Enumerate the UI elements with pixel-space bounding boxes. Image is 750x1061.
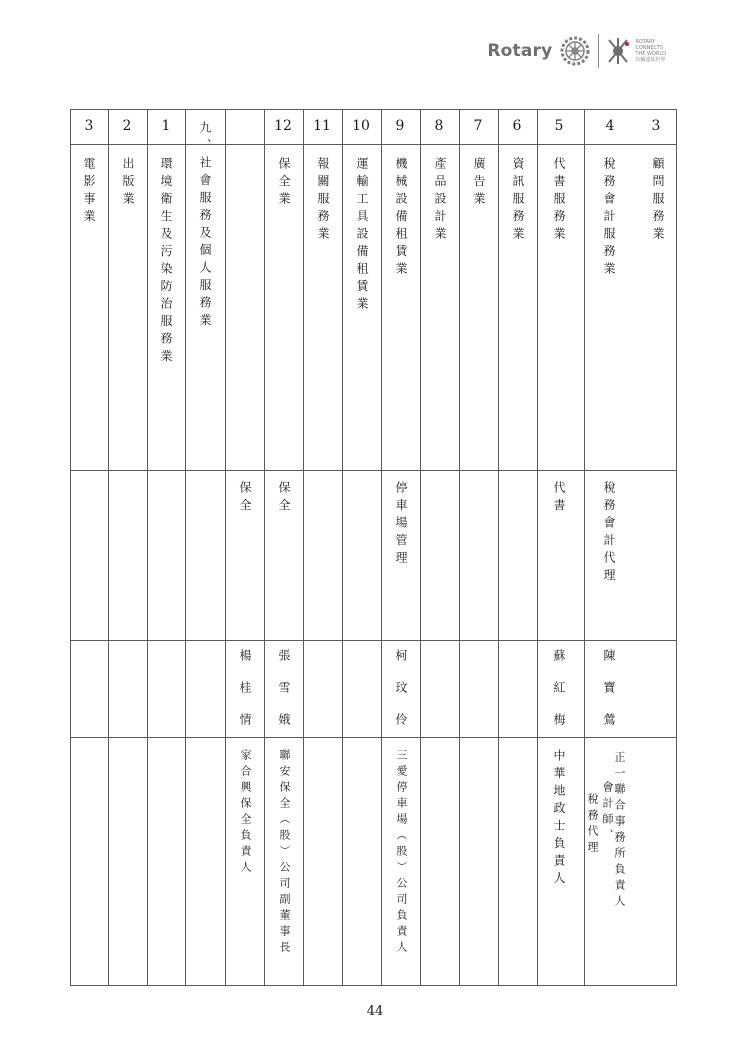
- industry-label: 廣告業: [472, 157, 486, 210]
- col-line: [537, 109, 538, 986]
- industry-table: [70, 109, 677, 986]
- row-line-2: [70, 640, 677, 641]
- row-number: 8: [434, 118, 444, 134]
- member-title: 三愛停車場（股）公司負責人: [395, 749, 408, 957]
- row-number: 10: [352, 118, 370, 134]
- row-number: 4: [605, 118, 615, 134]
- industry-label: 運輸工具設備租賃業: [355, 157, 369, 315]
- profession-label: 代書: [552, 481, 566, 516]
- header-row-line: [70, 144, 677, 145]
- row-number: 7: [473, 118, 483, 134]
- theme-logo-icon: [605, 36, 631, 66]
- col-line: [108, 109, 109, 986]
- industry-label: 顧問服務業: [651, 157, 665, 245]
- profession-label: 停車場管理: [394, 481, 408, 569]
- rotary-wheel-icon: [560, 36, 590, 66]
- row-number: 12: [274, 118, 292, 134]
- industry-label: 保全業: [277, 157, 291, 210]
- col-line: [70, 109, 71, 986]
- col-line: [303, 109, 304, 986]
- row-number: 1: [161, 118, 171, 134]
- col-line: [459, 109, 460, 986]
- industry-label: 出版業: [121, 157, 135, 210]
- col-line: [225, 109, 226, 986]
- table-border-top: [70, 109, 677, 110]
- member-title: 會計師、: [601, 781, 614, 845]
- col-line: [342, 109, 343, 986]
- industry-label: 環境衛生及污染防治服務業: [159, 157, 173, 367]
- col-line: [420, 109, 421, 986]
- col-line: [498, 109, 499, 986]
- member-title: 正一聯合事務所負責人: [613, 751, 626, 911]
- industry-label: 機械設備租賃業: [394, 157, 408, 280]
- row-number: 2: [122, 118, 132, 134]
- member-title: 家合興保全負責人: [239, 749, 252, 877]
- table-border-right: [676, 109, 677, 986]
- industry-label: 資訊服務業: [511, 157, 525, 245]
- member-name: 蘇紅梅: [552, 649, 566, 745]
- industry-label: 電影事業: [82, 157, 96, 227]
- section-heading: 九、社會服務及個人服務業: [198, 121, 212, 331]
- industry-label: 報關服務業: [316, 157, 330, 245]
- row-number: 6: [512, 118, 522, 134]
- row-number: 3: [651, 118, 661, 134]
- member-title: 稅務代理: [586, 793, 599, 857]
- profession-label: 保全: [277, 481, 291, 516]
- member-name: 柯玟伶: [394, 649, 408, 745]
- member-name: 楊桂情: [238, 649, 252, 745]
- rotary-wordmark: Rotary: [487, 41, 553, 61]
- row-line-3: [70, 737, 677, 738]
- table-border-bottom: [70, 985, 677, 986]
- row-number: 3: [84, 118, 94, 134]
- page-number: 44: [366, 1004, 384, 1019]
- profession-label: 稅務會計代理: [602, 481, 616, 586]
- industry-label: 代書服務業: [552, 157, 566, 245]
- header-divider: [598, 34, 599, 68]
- industry-label: 產品設計業: [433, 157, 447, 245]
- theme-text: ROTARY CONNECTS THE WORLD 扶輪連結世界: [635, 39, 666, 63]
- industry-label: 稅務會計服務業: [602, 157, 616, 280]
- profession-label: 保全: [238, 481, 252, 516]
- row-number: 5: [554, 118, 564, 134]
- row-number: 9: [395, 118, 405, 134]
- col-line: [185, 109, 186, 986]
- member-title: 中華地政士負責人: [552, 749, 566, 889]
- member-name: 張雪娥: [277, 649, 291, 745]
- row-line-1: [70, 470, 677, 471]
- row-number: 11: [313, 118, 331, 134]
- col-line: [147, 109, 148, 986]
- member-title: 聯安保全（股）公司副董事長: [278, 749, 291, 957]
- member-name: 陳寶鶯: [602, 649, 616, 745]
- col-line: [381, 109, 382, 986]
- col-line: [264, 109, 265, 986]
- page-header: [487, 30, 666, 72]
